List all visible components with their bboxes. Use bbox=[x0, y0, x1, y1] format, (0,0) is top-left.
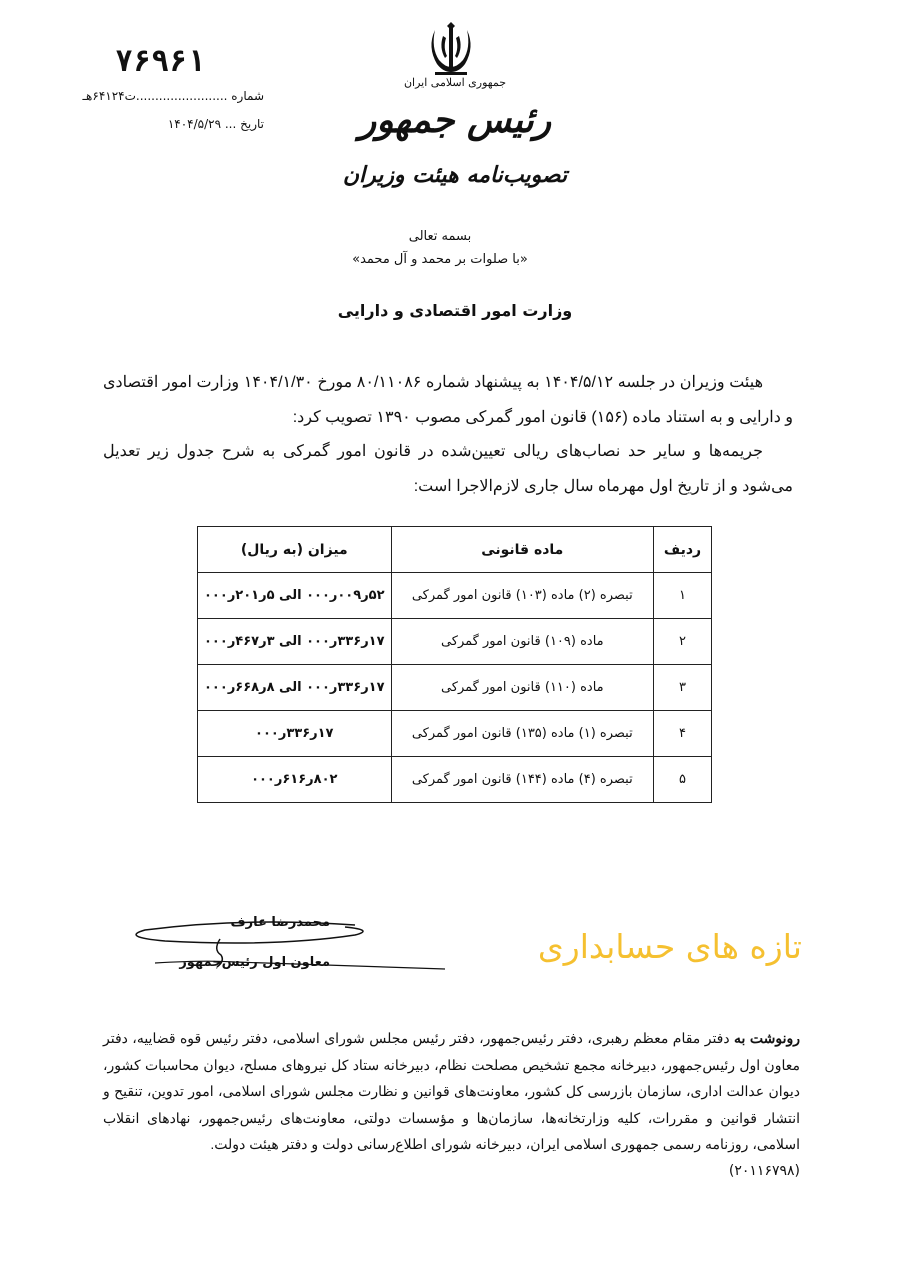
row-number: ۴ bbox=[654, 711, 712, 757]
carbon-copy-section bbox=[103, 1025, 800, 1184]
cc-label: رونوشت به bbox=[734, 1030, 801, 1046]
decree-title: تصویب‌نامه هیئت وزیران bbox=[342, 162, 568, 188]
row-amount: ۱۷ر۳۳۶ر۰۰۰ الی ۳ر۴۶۷ر۰۰۰ bbox=[198, 619, 392, 665]
letter-number: شماره ........................ت۶۴۱۲۴هـ bbox=[82, 89, 264, 103]
document-code: (۲۰۱۱۶۷۹۸) bbox=[728, 1162, 800, 1179]
letter-date: تاریخ ... ۱۴۰۴/۵/۲۹ bbox=[167, 117, 264, 131]
table-row bbox=[198, 711, 712, 757]
row-number: ۱ bbox=[654, 573, 712, 619]
penalty-table bbox=[197, 526, 712, 803]
row-amount: ۵۲ر۰۰۹ر۰۰۰ الی ۵ر۲۰۱ر۰۰۰ bbox=[198, 573, 392, 619]
stamp-number: ۷۶۹۶۱ bbox=[115, 44, 206, 79]
row-number: ۲ bbox=[654, 619, 712, 665]
row-article: ماده (۱۱۰) قانون امور گمرکی bbox=[391, 665, 653, 711]
row-article: ماده (۱۰۹) قانون امور گمرکی bbox=[391, 619, 653, 665]
cc-recipients: دفتر مقام معظم رهبری، دفتر رئیس‌جمهور، دفتر رئیس مجلس شورای اسلامی، دفتر رئیس قوه قضاییه، دفتر معاون اول رئیس‌جمهور، دبیرخانه مجمع تشخیص مصلحت نظام، دبیرخانه ستاد کل نیروهای مسلح، دیوان محاسبات کشور، دیوان عدالت اداری، سازمان بازرسی کل کشور، معاونت‌های قوانین و نظارت مجلس شورای اسلامی، امور تدوین، تنقیح و انتشار قوانین و مقررات، کلیه وزارتخانه‌ها، سازمان‌ها و مؤسسات دولتی، معاونت‌های رئیس‌جمهور، نهادهای انقلاب اسلامی، روزنامه رسمی جمهوری اسلامی ایران، دبیرخانه شورای اطلاع‌رسانی دولت و دفتر هیئت دولت. bbox=[103, 1030, 800, 1152]
bismillah: بسمه تعالی bbox=[408, 229, 472, 244]
table-row bbox=[198, 619, 712, 665]
header-row-number: ردیف bbox=[654, 527, 712, 573]
row-article: تبصره (۴) ماده (۱۴۴) قانون امور گمرکی bbox=[391, 757, 653, 803]
header-article: ماده قانونی bbox=[391, 527, 653, 573]
decree-body bbox=[103, 366, 793, 504]
table-header-row bbox=[198, 527, 712, 573]
signatory-name: محمدرضا عارف bbox=[230, 915, 330, 930]
office-title: رئیس جمهور bbox=[358, 99, 552, 141]
body-paragraph-1: هیئت وزیران در جلسه ۱۴۰۴/۵/۱۲ به پیشنهاد شماره ۸۰/۱۱۰۸۶ مورخ ۱۴۰۴/۱/۳۰ وزارت امور اقتصادی و دارایی و به استناد ماده (۱۵۶) قانون امور گمرکی مصوب ۱۳۹۰ تصویب کرد: bbox=[103, 374, 793, 426]
row-amount: ۸۰۲ر۶۱۶ر۰۰۰ bbox=[198, 757, 392, 803]
signatory-title: معاون اول رئیس‌جمهور bbox=[179, 955, 330, 970]
table-row bbox=[198, 665, 712, 711]
row-number: ۳ bbox=[654, 665, 712, 711]
header-amount: میزان (به ریال) bbox=[198, 527, 392, 573]
table-row bbox=[198, 573, 712, 619]
row-number: ۵ bbox=[654, 757, 712, 803]
row-article: تبصره (۲) ماده (۱۰۳) قانون امور گمرکی bbox=[391, 573, 653, 619]
row-article: تبصره (۱) ماده (۱۳۵) قانون امور گمرکی bbox=[391, 711, 653, 757]
iran-emblem-icon bbox=[425, 22, 477, 77]
decree-main bbox=[103, 366, 793, 803]
row-amount: ۱۷ر۳۳۶ر۰۰۰ bbox=[198, 711, 392, 757]
table-row bbox=[198, 757, 712, 803]
republic-label: جمهوری اسلامی ایران bbox=[403, 76, 507, 89]
salavat: «با صلوات بر محمد و آل محمد» bbox=[352, 252, 528, 267]
row-amount: ۱۷ر۳۳۶ر۰۰۰ الی ۸ر۶۶۸ر۰۰۰ bbox=[198, 665, 392, 711]
carbon-copy-list bbox=[103, 1025, 800, 1158]
addressee-heading: وزارت امور اقتصادی و دارایی bbox=[337, 301, 573, 320]
body-paragraph-2: جریمه‌ها و سایر حد نصاب‌های ریالی تعیین‌شده در قانون امور گمرکی به شرح جدول زیر تعدیل می‌شود و از تاریخ اول مهرماه سال جاری لازم‌الاجرا است: bbox=[103, 443, 793, 495]
watermark: تازه های حسابداری bbox=[537, 927, 802, 966]
